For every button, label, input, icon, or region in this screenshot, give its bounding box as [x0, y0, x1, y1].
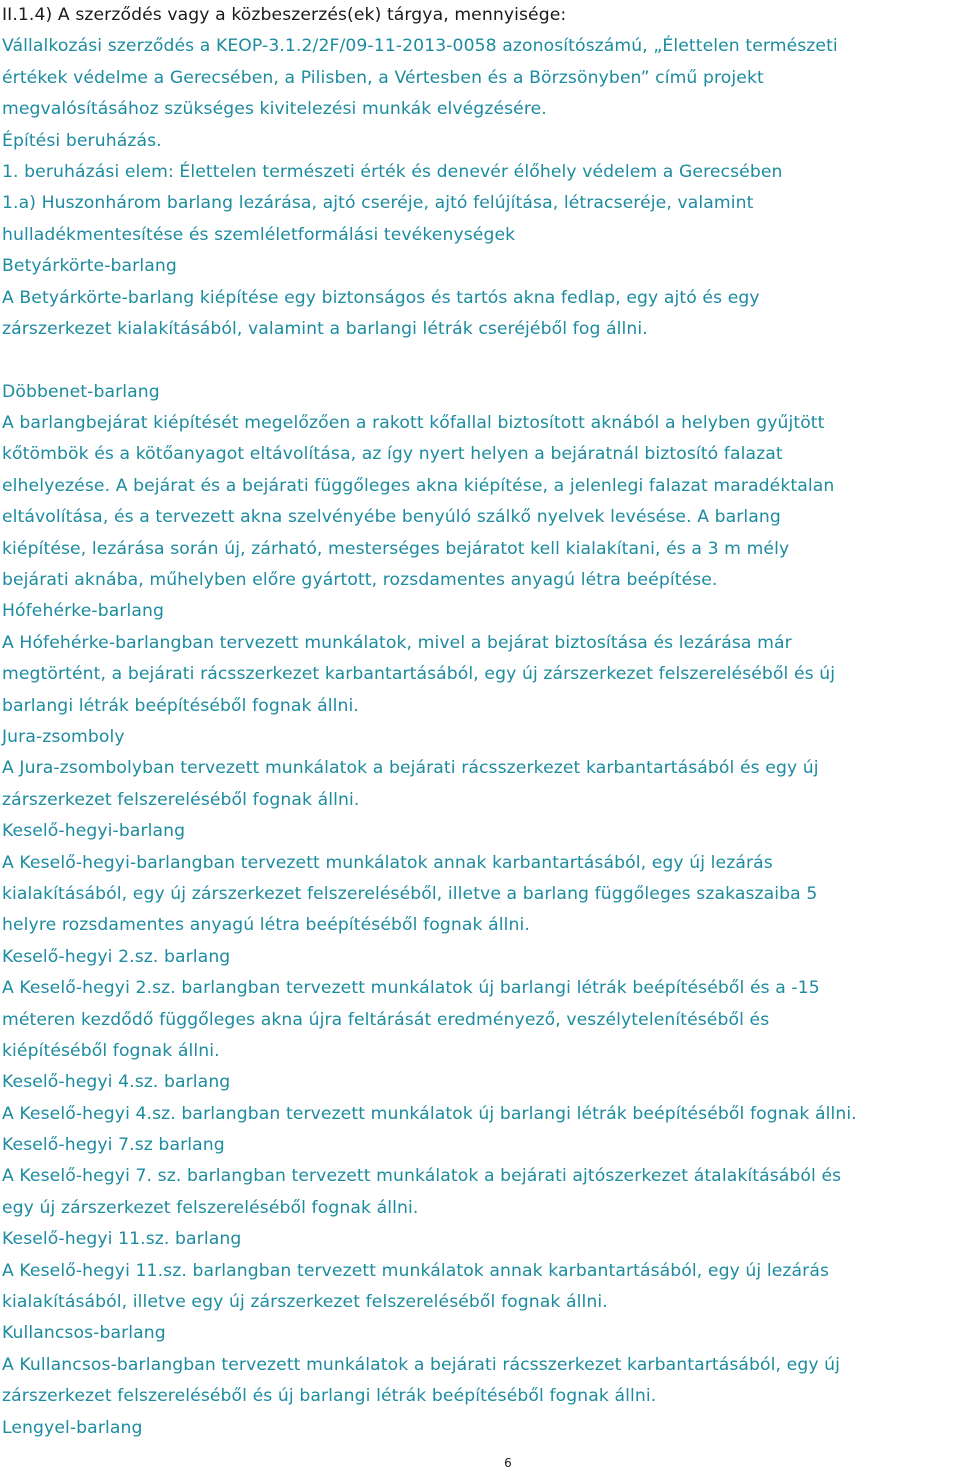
cave-section — [2, 377, 958, 597]
cave-description-line: megtörtént, a bejárati rácsszerkezet karbantartásából, egy új zárszerkezet felszereléséből és új — [2, 664, 836, 685]
cave-name: Keselő-hegyi-barlang — [2, 821, 186, 842]
cave-name: Keselő-hegyi 2.sz. barlang — [2, 946, 231, 967]
cave-name: Lengyel-barlang — [2, 1417, 143, 1438]
cave-description-line: A Betyárkörte-barlang kiépítése egy biztonságos és tartós akna fedlap, egy ajtó és egy — [2, 287, 760, 308]
cave-name: Keselő-hegyi 7.sz barlang — [2, 1135, 225, 1156]
cave-description-line: eltávolítása, és a tervezett akna szelvényébe benyúló szálkő nyelvek levésése. A barlang — [2, 507, 781, 528]
cave-name: Döbbenet-barlang — [2, 381, 160, 402]
cave-name: Keselő-hegyi 11.sz. barlang — [2, 1229, 242, 1250]
document-page — [2, 0, 958, 1444]
cave-list — [2, 251, 958, 1444]
cave-section — [2, 942, 958, 1068]
cave-description-line: kiépítéséből fognak állni. — [2, 1040, 220, 1061]
cave-description-line: A barlangbejárat kiépítését megelőzően a rakott kőfallal biztosított aknából a helyben gyűjtött — [2, 413, 825, 434]
cave-description-line: A Hófehérke-barlangban tervezett munkálatok, mivel a bejárat biztosítása és lezárása már — [2, 632, 792, 653]
section-heading: II.1.4) A szerződés vagy a közbeszerzés(ek) tárgya, mennyisége: — [2, 5, 567, 25]
cave-description-line: A Keselő-hegyi 11.sz. barlangban tervezett munkálatok annak karbantartásából, egy új lezárás — [2, 1260, 830, 1281]
paragraph-gap — [2, 345, 958, 376]
cave-section — [2, 1413, 958, 1444]
cave-description-line: A Keselő-hegyi-barlangban tervezett munkálatok annak karbantartásából, egy új lezárás — [2, 852, 773, 873]
cave-section — [2, 1130, 958, 1224]
cave-description-line: egy új zárszerkezet felszereléséből fognak állni. — [2, 1197, 419, 1218]
cave-section — [2, 1318, 958, 1412]
cave-description-line: A Keselő-hegyi 7. sz. barlangban tervezett munkálatok a bejárati ajtószerkezet átalakításából és — [2, 1166, 842, 1187]
cave-description-line: bejárati aknába, műhelyben előre gyártott, rozsdamentes anyagú létra beépítése. — [2, 570, 718, 591]
cave-description-line: A Jura-zsombolyban tervezett munkálatok a bejárati rácsszerkezet karbantartásából és egy új — [2, 758, 819, 779]
cave-description-line: barlangi létrák beépítéséből fognak állni. — [2, 695, 359, 716]
cave-name: Betyárkörte-barlang — [2, 256, 177, 277]
cave-description-line: A Keselő-hegyi 4.sz. barlangban tervezett munkálatok új barlangi létrák beépítéséből fognak állni. — [2, 1103, 857, 1124]
cave-section — [2, 816, 958, 942]
cave-description-line: zárszerkezet kialakításából, valamint a barlangi létrák cseréjéből fog állni. — [2, 318, 648, 339]
contract-text-line-1: Vállalkozási szerződés a KEOP-3.1.2/2F/09-11-2013-0058 azonosítószámú, „Élettelen természeti — [2, 36, 838, 57]
cave-description-line: A Kullancsos-barlangban tervezett munkálatok a bejárati rácsszerkezet karbantartásából, egy új — [2, 1354, 841, 1375]
contract-text-line-3: megvalósításához szükséges kivitelezési munkák elvégzésére. — [2, 99, 547, 120]
cave-section — [2, 596, 958, 722]
cave-description-line: kiépítése, lezárása során új, zárható, mesterséges bejáratot kell kialakítani, és a 3 m mély — [2, 538, 790, 559]
contract-text-line-2: értékek védelme a Gerecsében, a Pilisben, a Vértesben és a Börzsönyben” című projekt — [2, 67, 764, 88]
cave-section — [2, 251, 958, 345]
cave-description-line: méteren kezdődő függőleges akna újra feltárását eredményező, veszélytelenítéséből és — [2, 1009, 770, 1030]
cave-description-line: helyre rozsdamentes anyagú létra beépítéséből fognak állni. — [2, 915, 530, 936]
cave-section — [2, 1224, 958, 1318]
cave-description-line: elhelyezése. A bejárat és a bejárati függőleges akna kiépítése, a jelenlegi falazat maradéktalan — [2, 475, 835, 496]
cave-description-line: A Keselő-hegyi 2.sz. barlangban tervezett munkálatok új barlangi létrák beépítéséből és a -15 — [2, 978, 820, 999]
cave-description-line: kőtömbök és a kötőanyagot eltávolítása, az így nyert helyen a bejáratnál biztosító falazat — [2, 444, 783, 465]
contract-type: Építési beruházás. — [2, 130, 162, 151]
investment-element-title: 1. beruházási elem: Élettelen természeti érték és denevér élőhely védelem a Gerecsében — [2, 161, 783, 182]
subitem-line-1: 1.a) Huszonhárom barlang lezárása, ajtó cseréje, ajtó felújítása, létracseréje, valamint — [2, 193, 754, 214]
cave-description-line: kialakításából, egy új zárszerkezet felszereléséből, illetve a barlang függőleges szakaszaiba 5 — [2, 883, 818, 904]
cave-section — [2, 1067, 958, 1130]
page-number: 6 — [504, 1456, 512, 1470]
cave-description-line: zárszerkezet felszereléséből fognak állni. — [2, 789, 360, 810]
cave-name: Jura-zsomboly — [2, 726, 125, 747]
cave-section — [2, 722, 958, 816]
cave-description-line: kialakításából, illetve egy új zárszerkezet felszereléséből fognak állni. — [2, 1292, 608, 1313]
cave-name: Hófehérke-barlang — [2, 601, 165, 622]
cave-description-line: zárszerkezet felszereléséből és új barlangi létrák beépítéséből fognak állni. — [2, 1386, 657, 1407]
subitem-line-2: hulladékmentesítése és szemléletformálási tevékenységek — [2, 224, 516, 245]
cave-name: Kullancsos-barlang — [2, 1323, 166, 1344]
cave-name: Keselő-hegyi 4.sz. barlang — [2, 1072, 231, 1093]
